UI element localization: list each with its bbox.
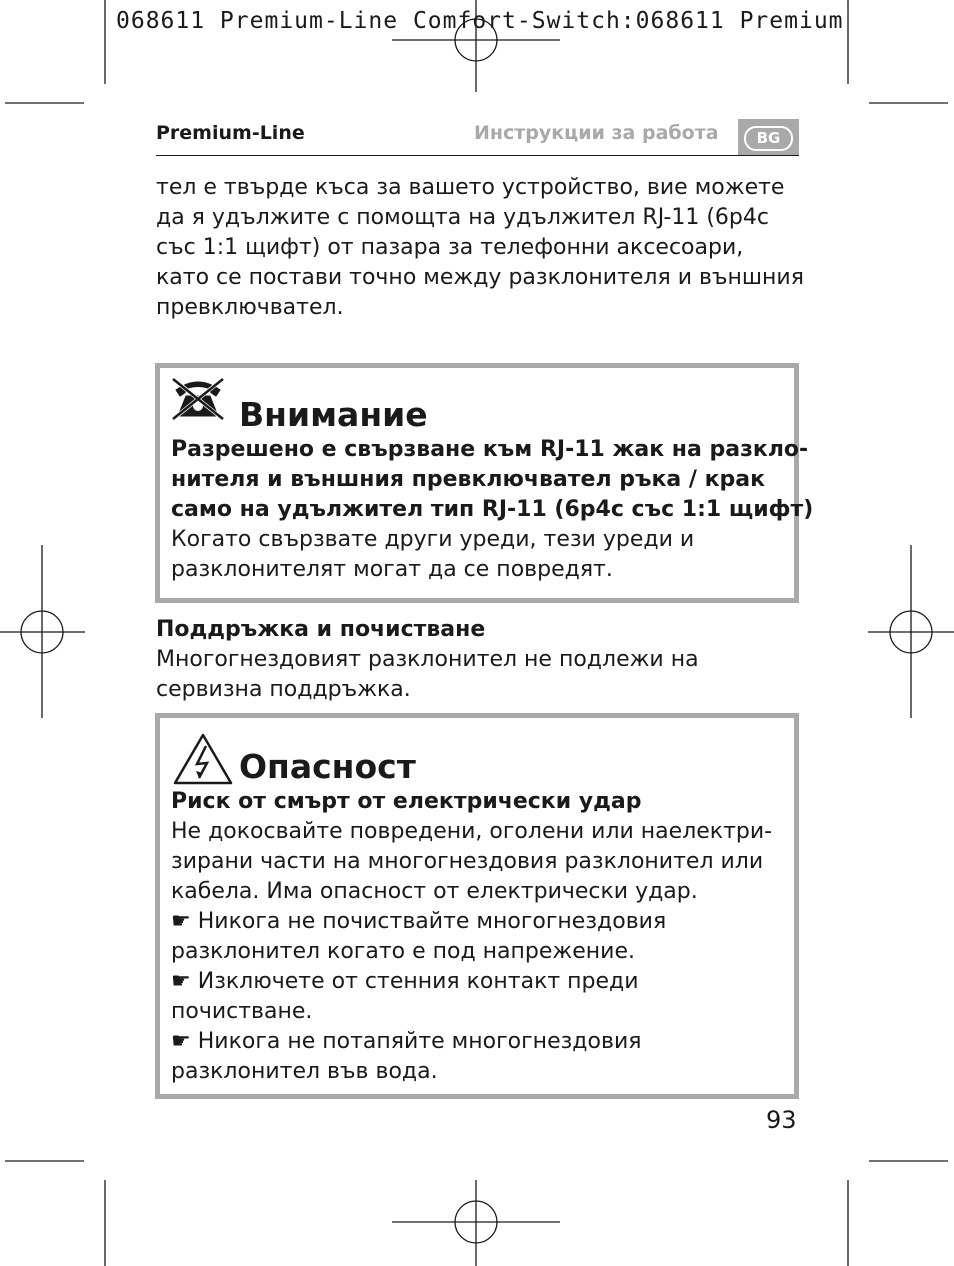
caution-line: разклонителят могат да се повредят.	[171, 557, 613, 582]
danger-bullet	[171, 1027, 811, 1057]
pointing-hand-icon: ☛	[171, 909, 191, 934]
print-slug-line: 068611 Premium-Line Comfort-Switch:068611 Premium	[116, 8, 844, 34]
danger-bullet	[171, 967, 811, 997]
page-number: 93	[766, 1106, 797, 1134]
danger-title: Опасност	[239, 747, 416, 786]
header-divider	[156, 155, 799, 156]
caution-line: Когато свързвате други уреди, тези уреди и	[171, 527, 695, 552]
language-badge: BG	[744, 126, 793, 151]
caution-box	[155, 363, 814, 603]
pointing-hand-icon: ☛	[171, 1029, 191, 1054]
caution-title: Внимание	[239, 395, 428, 434]
bullet-continuation: разклонител когато е под напрежение.	[171, 939, 635, 964]
language-tab	[738, 119, 799, 156]
intro-paragraph	[156, 173, 806, 323]
caution-bold-line: нителя и външния превключвател ръка / крак	[171, 467, 766, 492]
danger-line: Не докосвайте повредени, оголени или наелектри-	[171, 819, 773, 844]
crossed-telephone-icon	[170, 376, 226, 422]
intro-line: като се постави точно между разклонителя и външния	[156, 265, 804, 290]
maintenance-line: Многогнездовият разклонител не подлежи на	[156, 647, 699, 672]
maintenance-heading: Поддръжка и почистване	[156, 617, 486, 642]
danger-subtitle: Риск от смърт от електрически удар	[171, 789, 642, 814]
danger-line: зирани части на многогнездовия разклонител или	[171, 849, 764, 874]
intro-line: превключвател.	[156, 295, 344, 320]
header-brand: Premium-Line	[156, 122, 305, 144]
bullet-text: Никога не почиствайте многогнездовия	[197, 909, 667, 934]
electric-shock-warning-icon	[172, 732, 234, 786]
intro-line: да я удължите с помощта на удължител RJ-11 (6р4с	[156, 205, 769, 230]
maintenance-line: сервизна поддръжка.	[156, 677, 411, 702]
pointing-hand-icon: ☛	[171, 969, 191, 994]
danger-text	[171, 787, 811, 1087]
caution-text	[171, 435, 814, 585]
bullet-text: Изключете от стенния контакт преди	[197, 969, 639, 994]
danger-box	[155, 713, 799, 1099]
danger-line: кабела. Има опасност от електрически удар.	[171, 879, 698, 904]
bullet-continuation: разклонител във вода.	[171, 1059, 438, 1084]
caution-bold-line: само на удължител тип RJ-11 (6р4с със 1:1 щифт)	[171, 497, 814, 522]
intro-line: тел е твърде къса за вашето устройство, вие можете	[156, 175, 785, 200]
caution-bold-line: Разрешено е свързване към RJ-11 жак на разкло-	[171, 437, 809, 462]
bullet-text: Никога не потапяйте многогнездовия	[197, 1029, 642, 1054]
maintenance-paragraph	[156, 645, 806, 705]
header-section-title: Инструкции за работа	[474, 122, 719, 144]
danger-bullet	[171, 907, 811, 937]
bullet-continuation: почистване.	[171, 999, 313, 1024]
intro-line: със 1:1 щифт) от пазара за телефонни аксесоари,	[156, 235, 744, 260]
